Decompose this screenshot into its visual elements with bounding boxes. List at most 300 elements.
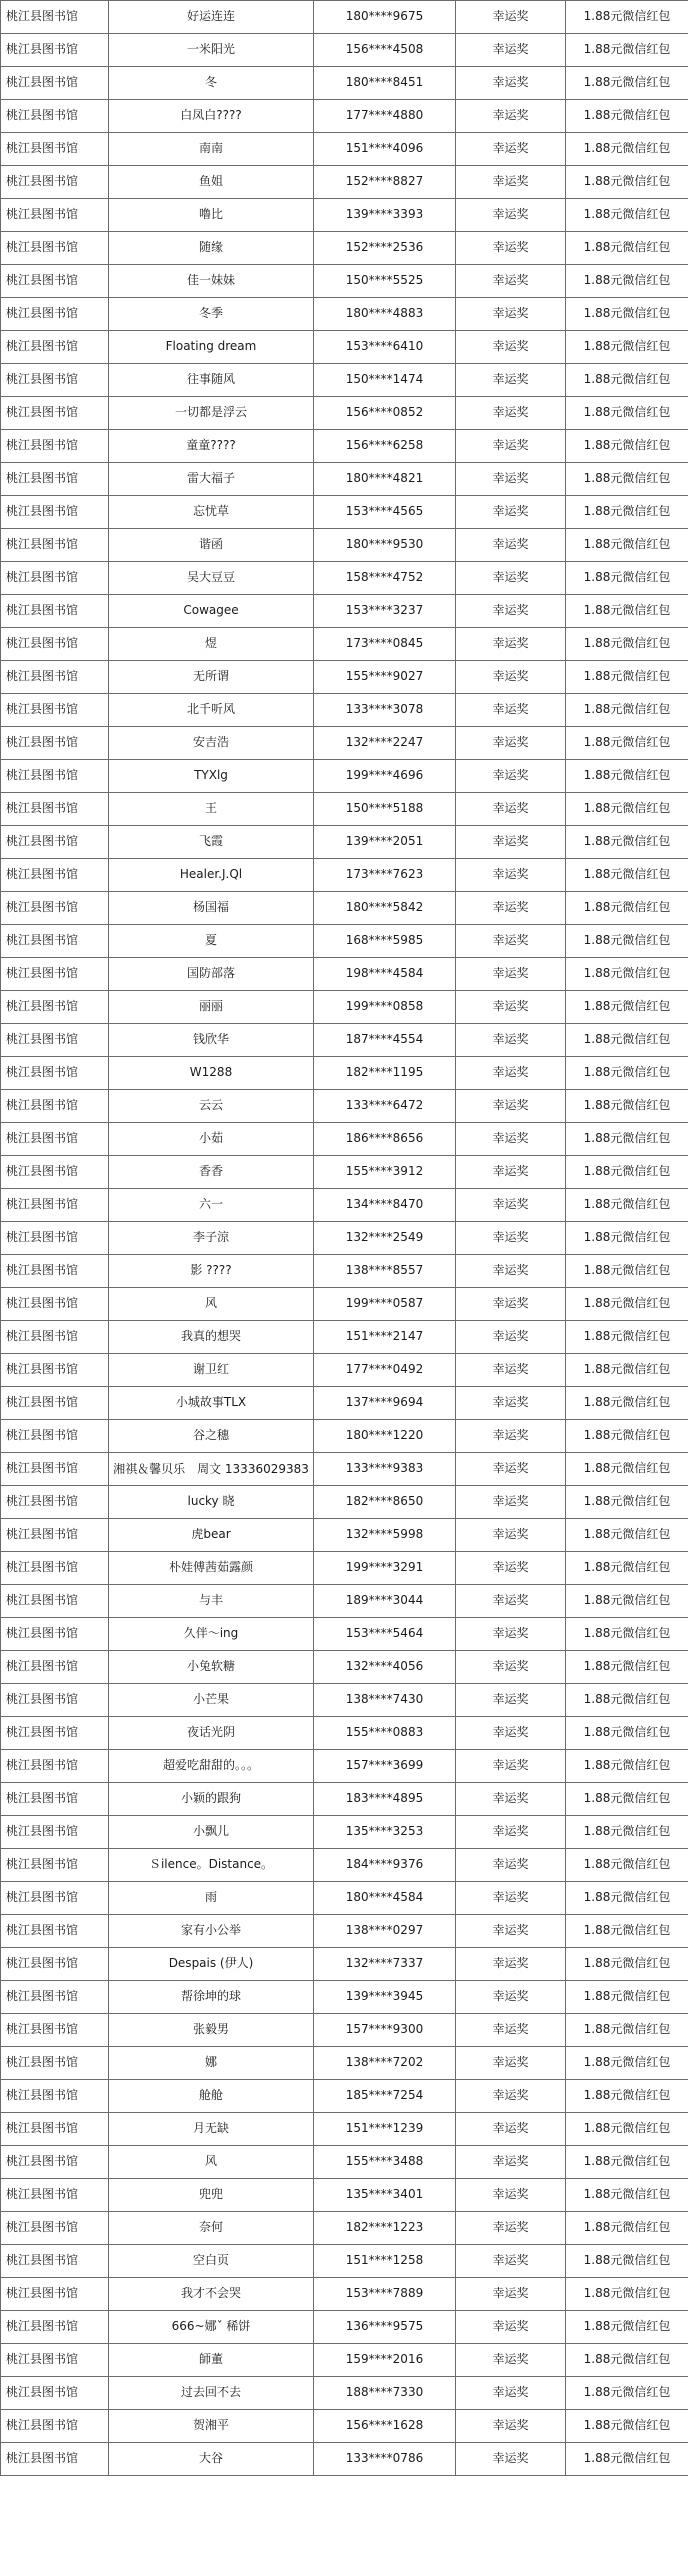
reward-cell: 1.88元微信红包 bbox=[566, 793, 688, 826]
library-cell: 桃江县图书馆 bbox=[1, 265, 109, 298]
prize-cell: 幸运奖 bbox=[456, 1123, 566, 1156]
nickname-cell: 家有小公举 bbox=[109, 1915, 314, 1948]
phone-cell: 151****4096 bbox=[314, 133, 456, 166]
phone-cell: 180****9675 bbox=[314, 1, 456, 34]
nickname-cell: 小飘儿 bbox=[109, 1816, 314, 1849]
prize-cell: 幸运奖 bbox=[456, 2344, 566, 2377]
prize-cell: 幸运奖 bbox=[456, 760, 566, 793]
library-cell: 桃江县图书馆 bbox=[1, 859, 109, 892]
reward-cell: 1.88元微信红包 bbox=[566, 1090, 688, 1123]
library-cell: 桃江县图书馆 bbox=[1, 166, 109, 199]
phone-cell: 153****5464 bbox=[314, 1618, 456, 1651]
reward-cell: 1.88元微信红包 bbox=[566, 2344, 688, 2377]
prize-cell: 幸运奖 bbox=[456, 1717, 566, 1750]
phone-cell: 187****4554 bbox=[314, 1024, 456, 1057]
reward-cell: 1.88元微信红包 bbox=[566, 34, 688, 67]
phone-cell: 134****8470 bbox=[314, 1189, 456, 1222]
library-cell: 桃江县图书馆 bbox=[1, 1849, 109, 1882]
table-row bbox=[1, 2311, 688, 2344]
prize-cell: 幸运奖 bbox=[456, 364, 566, 397]
prize-cell: 幸运奖 bbox=[456, 1981, 566, 2014]
phone-cell: 182****1195 bbox=[314, 1057, 456, 1090]
reward-cell: 1.88元微信红包 bbox=[566, 1420, 688, 1453]
table-row bbox=[1, 1849, 688, 1882]
nickname-cell: 夜话光阴 bbox=[109, 1717, 314, 1750]
reward-cell: 1.88元微信红包 bbox=[566, 1981, 688, 2014]
reward-cell: 1.88元微信红包 bbox=[566, 958, 688, 991]
table-row bbox=[1, 793, 688, 826]
table-row bbox=[1, 529, 688, 562]
phone-cell: 182****1223 bbox=[314, 2212, 456, 2245]
prize-cell: 幸运奖 bbox=[456, 892, 566, 925]
library-cell: 桃江县图书馆 bbox=[1, 496, 109, 529]
nickname-cell: TYXlg bbox=[109, 760, 314, 793]
phone-cell: 135****3253 bbox=[314, 1816, 456, 1849]
reward-cell: 1.88元微信红包 bbox=[566, 1, 688, 34]
reward-cell: 1.88元微信红包 bbox=[566, 2311, 688, 2344]
prize-cell: 幸运奖 bbox=[456, 1783, 566, 1816]
nickname-cell: 月无缺 bbox=[109, 2113, 314, 2146]
reward-cell: 1.88元微信红包 bbox=[566, 2113, 688, 2146]
nickname-cell: 小芒果 bbox=[109, 1684, 314, 1717]
phone-cell: 133****9383 bbox=[314, 1453, 456, 1486]
reward-cell: 1.88元微信红包 bbox=[566, 67, 688, 100]
library-cell: 桃江县图书馆 bbox=[1, 397, 109, 430]
table-row bbox=[1, 331, 688, 364]
nickname-cell: 小颖的跟狗 bbox=[109, 1783, 314, 1816]
prize-cell: 幸运奖 bbox=[456, 1849, 566, 1882]
library-cell: 桃江县图书馆 bbox=[1, 1783, 109, 1816]
library-cell: 桃江县图书馆 bbox=[1, 892, 109, 925]
library-cell: 桃江县图书馆 bbox=[1, 991, 109, 1024]
table-row bbox=[1, 694, 688, 727]
phone-cell: 133****0786 bbox=[314, 2443, 456, 2476]
nickname-cell: Cowagee bbox=[109, 595, 314, 628]
reward-cell: 1.88元微信红包 bbox=[566, 1816, 688, 1849]
table-row bbox=[1, 2113, 688, 2146]
phone-cell: 156****0852 bbox=[314, 397, 456, 430]
nickname-cell: 丽丽 bbox=[109, 991, 314, 1024]
reward-cell: 1.88元微信红包 bbox=[566, 661, 688, 694]
library-cell: 桃江县图书馆 bbox=[1, 1486, 109, 1519]
reward-cell: 1.88元微信红包 bbox=[566, 463, 688, 496]
phone-cell: 159****2016 bbox=[314, 2344, 456, 2377]
reward-cell: 1.88元微信红包 bbox=[566, 2245, 688, 2278]
reward-cell: 1.88元微信红包 bbox=[566, 529, 688, 562]
phone-cell: 155****3488 bbox=[314, 2146, 456, 2179]
reward-cell: 1.88元微信红包 bbox=[566, 1354, 688, 1387]
library-cell: 桃江县图书馆 bbox=[1, 562, 109, 595]
reward-cell: 1.88元微信红包 bbox=[566, 892, 688, 925]
library-cell: 桃江县图书馆 bbox=[1, 2410, 109, 2443]
table-row bbox=[1, 1255, 688, 1288]
phone-cell: 150****1474 bbox=[314, 364, 456, 397]
nickname-cell: 过去回不去 bbox=[109, 2377, 314, 2410]
phone-cell: 152****8827 bbox=[314, 166, 456, 199]
prize-cell: 幸运奖 bbox=[456, 1321, 566, 1354]
prize-cell: 幸运奖 bbox=[456, 1420, 566, 1453]
prize-cell: 幸运奖 bbox=[456, 661, 566, 694]
nickname-cell: 与丰 bbox=[109, 1585, 314, 1618]
library-cell: 桃江县图书馆 bbox=[1, 2179, 109, 2212]
phone-cell: 132****7337 bbox=[314, 1948, 456, 1981]
library-cell: 桃江县图书馆 bbox=[1, 1882, 109, 1915]
nickname-cell: Healer.J.Ql bbox=[109, 859, 314, 892]
reward-cell: 1.88元微信红包 bbox=[566, 859, 688, 892]
table-row bbox=[1, 2245, 688, 2278]
prize-cell: 幸运奖 bbox=[456, 1156, 566, 1189]
phone-cell: 180****8451 bbox=[314, 67, 456, 100]
reward-cell: 1.88元微信红包 bbox=[566, 265, 688, 298]
phone-cell: 135****3401 bbox=[314, 2179, 456, 2212]
nickname-cell: 王 bbox=[109, 793, 314, 826]
reward-cell: 1.88元微信红包 bbox=[566, 595, 688, 628]
reward-cell: 1.88元微信红包 bbox=[566, 397, 688, 430]
table-row bbox=[1, 1222, 688, 1255]
table-row bbox=[1, 1882, 688, 1915]
reward-cell: 1.88元微信红包 bbox=[566, 1255, 688, 1288]
prize-cell: 幸运奖 bbox=[456, 430, 566, 463]
nickname-cell: Ｓilence。Distance。 bbox=[109, 1849, 314, 1882]
prize-cell: 幸运奖 bbox=[456, 1915, 566, 1948]
reward-cell: 1.88元微信红包 bbox=[566, 1321, 688, 1354]
table-row bbox=[1, 1552, 688, 1585]
prize-cell: 幸运奖 bbox=[456, 1651, 566, 1684]
table-row bbox=[1, 265, 688, 298]
phone-cell: 186****8656 bbox=[314, 1123, 456, 1156]
prize-cell: 幸运奖 bbox=[456, 925, 566, 958]
prize-cell: 幸运奖 bbox=[456, 1882, 566, 1915]
phone-cell: 150****5525 bbox=[314, 265, 456, 298]
reward-cell: 1.88元微信红包 bbox=[566, 628, 688, 661]
prize-cell: 幸运奖 bbox=[456, 166, 566, 199]
nickname-cell: 钱欣华 bbox=[109, 1024, 314, 1057]
table-row bbox=[1, 397, 688, 430]
prize-cell: 幸运奖 bbox=[456, 1057, 566, 1090]
phone-cell: 199****4696 bbox=[314, 760, 456, 793]
table-row bbox=[1, 2278, 688, 2311]
nickname-cell: 北千听风 bbox=[109, 694, 314, 727]
nickname-cell: 雨 bbox=[109, 1882, 314, 1915]
prize-cell: 幸运奖 bbox=[456, 1090, 566, 1123]
prize-cell: 幸运奖 bbox=[456, 628, 566, 661]
library-cell: 桃江县图书馆 bbox=[1, 331, 109, 364]
library-cell: 桃江县图书馆 bbox=[1, 1717, 109, 1750]
nickname-cell: 雷大福子 bbox=[109, 463, 314, 496]
nickname-cell: 一切都是浮云 bbox=[109, 397, 314, 430]
phone-cell: 180****4584 bbox=[314, 1882, 456, 1915]
library-cell: 桃江县图书馆 bbox=[1, 826, 109, 859]
prize-cell: 幸运奖 bbox=[456, 2179, 566, 2212]
table-row bbox=[1, 1981, 688, 2014]
table-row bbox=[1, 1948, 688, 1981]
library-cell: 桃江县图书馆 bbox=[1, 2377, 109, 2410]
phone-cell: 151****1239 bbox=[314, 2113, 456, 2146]
table-row bbox=[1, 1024, 688, 1057]
phone-cell: 153****6410 bbox=[314, 331, 456, 364]
library-cell: 桃江县图书馆 bbox=[1, 1354, 109, 1387]
table-row bbox=[1, 1090, 688, 1123]
prize-cell: 幸运奖 bbox=[456, 2146, 566, 2179]
table-row bbox=[1, 34, 688, 67]
table-row bbox=[1, 2344, 688, 2377]
library-cell: 桃江县图书馆 bbox=[1, 1024, 109, 1057]
prize-cell: 幸运奖 bbox=[456, 232, 566, 265]
reward-cell: 1.88元微信红包 bbox=[566, 298, 688, 331]
reward-cell: 1.88元微信红包 bbox=[566, 133, 688, 166]
prize-cell: 幸运奖 bbox=[456, 991, 566, 1024]
table-row bbox=[1, 100, 688, 133]
phone-cell: 138****0297 bbox=[314, 1915, 456, 1948]
phone-cell: 157****3699 bbox=[314, 1750, 456, 1783]
phone-cell: 183****4895 bbox=[314, 1783, 456, 1816]
phone-cell: 138****8557 bbox=[314, 1255, 456, 1288]
table-row bbox=[1, 2179, 688, 2212]
prize-cell: 幸运奖 bbox=[456, 496, 566, 529]
table-row bbox=[1, 661, 688, 694]
reward-cell: 1.88元微信红包 bbox=[566, 2410, 688, 2443]
reward-cell: 1.88元微信红包 bbox=[566, 1123, 688, 1156]
prize-cell: 幸运奖 bbox=[456, 2047, 566, 2080]
reward-cell: 1.88元微信红包 bbox=[566, 1288, 688, 1321]
library-cell: 桃江县图书馆 bbox=[1, 529, 109, 562]
nickname-cell: 湘祺＆馨贝乐 周文 13336029383 bbox=[109, 1453, 314, 1486]
phone-cell: 180****4821 bbox=[314, 463, 456, 496]
reward-cell: 1.88元微信红包 bbox=[566, 694, 688, 727]
library-cell: 桃江县图书馆 bbox=[1, 1585, 109, 1618]
prize-cell: 幸运奖 bbox=[456, 2278, 566, 2311]
library-cell: 桃江县图书馆 bbox=[1, 628, 109, 661]
reward-cell: 1.88元微信红包 bbox=[566, 826, 688, 859]
phone-cell: 155****9027 bbox=[314, 661, 456, 694]
phone-cell: 199****0587 bbox=[314, 1288, 456, 1321]
phone-cell: 182****8650 bbox=[314, 1486, 456, 1519]
reward-cell: 1.88元微信红包 bbox=[566, 1453, 688, 1486]
table-row bbox=[1, 1816, 688, 1849]
phone-cell: 198****4584 bbox=[314, 958, 456, 991]
library-cell: 桃江县图书馆 bbox=[1, 2113, 109, 2146]
table-row bbox=[1, 628, 688, 661]
phone-cell: 152****2536 bbox=[314, 232, 456, 265]
table-row bbox=[1, 1486, 688, 1519]
table-row bbox=[1, 1618, 688, 1651]
reward-cell: 1.88元微信红包 bbox=[566, 1189, 688, 1222]
nickname-cell: W1288 bbox=[109, 1057, 314, 1090]
reward-cell: 1.88元微信红包 bbox=[566, 2179, 688, 2212]
library-cell: 桃江县图书馆 bbox=[1, 1915, 109, 1948]
nickname-cell: Despais (伊人) bbox=[109, 1948, 314, 1981]
library-cell: 桃江县图书馆 bbox=[1, 1519, 109, 1552]
table-row bbox=[1, 1288, 688, 1321]
prize-cell: 幸运奖 bbox=[456, 793, 566, 826]
prize-cell: 幸运奖 bbox=[456, 2113, 566, 2146]
library-cell: 桃江县图书馆 bbox=[1, 1057, 109, 1090]
nickname-cell: 帮徐坤的球 bbox=[109, 1981, 314, 2014]
table-row bbox=[1, 826, 688, 859]
phone-cell: 173****7623 bbox=[314, 859, 456, 892]
table-row bbox=[1, 1, 688, 34]
nickname-cell: Floating dream bbox=[109, 331, 314, 364]
library-cell: 桃江县图书馆 bbox=[1, 958, 109, 991]
library-cell: 桃江县图书馆 bbox=[1, 727, 109, 760]
nickname-cell: 舱舱 bbox=[109, 2080, 314, 2113]
nickname-cell: 无所谓 bbox=[109, 661, 314, 694]
prize-cell: 幸运奖 bbox=[456, 1189, 566, 1222]
phone-cell: 168****5985 bbox=[314, 925, 456, 958]
prize-cell: 幸运奖 bbox=[456, 1948, 566, 1981]
nickname-cell: 张毅男 bbox=[109, 2014, 314, 2047]
nickname-cell: 吴大豆豆 bbox=[109, 562, 314, 595]
library-cell: 桃江县图书馆 bbox=[1, 364, 109, 397]
prize-cell: 幸运奖 bbox=[456, 529, 566, 562]
table-row bbox=[1, 1354, 688, 1387]
table-row bbox=[1, 1321, 688, 1354]
phone-cell: 137****9694 bbox=[314, 1387, 456, 1420]
library-cell: 桃江县图书馆 bbox=[1, 1453, 109, 1486]
reward-cell: 1.88元微信红包 bbox=[566, 760, 688, 793]
prize-cell: 幸运奖 bbox=[456, 1519, 566, 1552]
table-row bbox=[1, 2080, 688, 2113]
table-row bbox=[1, 1519, 688, 1552]
phone-cell: 177****4880 bbox=[314, 100, 456, 133]
nickname-cell: 好运连连 bbox=[109, 1, 314, 34]
nickname-cell: 小城故事TLX bbox=[109, 1387, 314, 1420]
library-cell: 桃江县图书馆 bbox=[1, 430, 109, 463]
library-cell: 桃江县图书馆 bbox=[1, 2344, 109, 2377]
prize-cell: 幸运奖 bbox=[456, 595, 566, 628]
nickname-cell: 噜比 bbox=[109, 199, 314, 232]
nickname-cell: 杨国福 bbox=[109, 892, 314, 925]
nickname-cell: 鱼姐 bbox=[109, 166, 314, 199]
phone-cell: 156****4508 bbox=[314, 34, 456, 67]
table-row bbox=[1, 1783, 688, 1816]
reward-cell: 1.88元微信红包 bbox=[566, 331, 688, 364]
library-cell: 桃江县图书馆 bbox=[1, 2212, 109, 2245]
reward-cell: 1.88元微信红包 bbox=[566, 1717, 688, 1750]
nickname-cell: 谢卫红 bbox=[109, 1354, 314, 1387]
library-cell: 桃江县图书馆 bbox=[1, 1420, 109, 1453]
library-cell: 桃江县图书馆 bbox=[1, 463, 109, 496]
nickname-cell: 飞霞 bbox=[109, 826, 314, 859]
prize-cell: 幸运奖 bbox=[456, 2014, 566, 2047]
prize-cell: 幸运奖 bbox=[456, 1486, 566, 1519]
phone-cell: 151****2147 bbox=[314, 1321, 456, 1354]
nickname-cell: 大谷 bbox=[109, 2443, 314, 2476]
nickname-cell: 我才不会哭 bbox=[109, 2278, 314, 2311]
prize-cell: 幸运奖 bbox=[456, 1255, 566, 1288]
library-cell: 桃江县图书馆 bbox=[1, 2443, 109, 2476]
phone-cell: 153****7889 bbox=[314, 2278, 456, 2311]
table-row bbox=[1, 727, 688, 760]
nickname-cell: 往事随风 bbox=[109, 364, 314, 397]
reward-cell: 1.88元微信红包 bbox=[566, 199, 688, 232]
nickname-cell: 南南 bbox=[109, 133, 314, 166]
library-cell: 桃江县图书馆 bbox=[1, 661, 109, 694]
phone-cell: 189****3044 bbox=[314, 1585, 456, 1618]
nickname-cell: 风 bbox=[109, 1288, 314, 1321]
prize-cell: 幸运奖 bbox=[456, 958, 566, 991]
nickname-cell: 六一 bbox=[109, 1189, 314, 1222]
table-row bbox=[1, 1057, 688, 1090]
reward-cell: 1.88元微信红包 bbox=[566, 2047, 688, 2080]
table-row bbox=[1, 133, 688, 166]
phone-cell: 139****3945 bbox=[314, 1981, 456, 2014]
nickname-cell: 谷之穗 bbox=[109, 1420, 314, 1453]
library-cell: 桃江县图书馆 bbox=[1, 1, 109, 34]
table-row bbox=[1, 958, 688, 991]
phone-cell: 177****0492 bbox=[314, 1354, 456, 1387]
phone-cell: 133****6472 bbox=[314, 1090, 456, 1123]
phone-cell: 180****1220 bbox=[314, 1420, 456, 1453]
library-cell: 桃江县图书馆 bbox=[1, 925, 109, 958]
prize-cell: 幸运奖 bbox=[456, 199, 566, 232]
library-cell: 桃江县图书馆 bbox=[1, 1321, 109, 1354]
library-cell: 桃江县图书馆 bbox=[1, 199, 109, 232]
phone-cell: 132****4056 bbox=[314, 1651, 456, 1684]
phone-cell: 153****4565 bbox=[314, 496, 456, 529]
prize-cell: 幸运奖 bbox=[456, 2443, 566, 2476]
reward-cell: 1.88元微信红包 bbox=[566, 1519, 688, 1552]
table-row bbox=[1, 1651, 688, 1684]
prize-cell: 幸运奖 bbox=[456, 1453, 566, 1486]
library-cell: 桃江县图书馆 bbox=[1, 1288, 109, 1321]
library-cell: 桃江县图书馆 bbox=[1, 100, 109, 133]
table-row bbox=[1, 892, 688, 925]
prize-cell: 幸运奖 bbox=[456, 1750, 566, 1783]
nickname-cell: 忘忧草 bbox=[109, 496, 314, 529]
reward-cell: 1.88元微信红包 bbox=[566, 1783, 688, 1816]
phone-cell: 138****7202 bbox=[314, 2047, 456, 2080]
nickname-cell: 佳一妹妹 bbox=[109, 265, 314, 298]
reward-cell: 1.88元微信红包 bbox=[566, 2080, 688, 2113]
reward-cell: 1.88元微信红包 bbox=[566, 1849, 688, 1882]
table-row bbox=[1, 562, 688, 595]
library-cell: 桃江县图书馆 bbox=[1, 1255, 109, 1288]
library-cell: 桃江县图书馆 bbox=[1, 232, 109, 265]
table-row bbox=[1, 1420, 688, 1453]
nickname-cell: 娜 bbox=[109, 2047, 314, 2080]
library-cell: 桃江县图书馆 bbox=[1, 694, 109, 727]
reward-cell: 1.88元微信红包 bbox=[566, 1024, 688, 1057]
winners-table-body bbox=[1, 1, 688, 2476]
nickname-cell: 童童???? bbox=[109, 430, 314, 463]
nickname-cell: 香香 bbox=[109, 1156, 314, 1189]
nickname-cell: 安吉浩 bbox=[109, 727, 314, 760]
library-cell: 桃江县图书馆 bbox=[1, 1816, 109, 1849]
phone-cell: 155****0883 bbox=[314, 1717, 456, 1750]
nickname-cell: 风 bbox=[109, 2146, 314, 2179]
table-row bbox=[1, 463, 688, 496]
prize-cell: 幸运奖 bbox=[456, 1, 566, 34]
phone-cell: 136****9575 bbox=[314, 2311, 456, 2344]
nickname-cell: 小茹 bbox=[109, 1123, 314, 1156]
prize-cell: 幸运奖 bbox=[456, 298, 566, 331]
table-row bbox=[1, 925, 688, 958]
reward-cell: 1.88元微信红包 bbox=[566, 1948, 688, 1981]
nickname-cell: 冬季 bbox=[109, 298, 314, 331]
table-row bbox=[1, 1585, 688, 1618]
prize-cell: 幸运奖 bbox=[456, 2080, 566, 2113]
nickname-cell: 666~娜ˇ 稀饼 bbox=[109, 2311, 314, 2344]
library-cell: 桃江县图书馆 bbox=[1, 1618, 109, 1651]
phone-cell: 151****1258 bbox=[314, 2245, 456, 2278]
phone-cell: 199****0858 bbox=[314, 991, 456, 1024]
prize-cell: 幸运奖 bbox=[456, 331, 566, 364]
table-row bbox=[1, 1123, 688, 1156]
nickname-cell: 一米阳光 bbox=[109, 34, 314, 67]
table-row bbox=[1, 1156, 688, 1189]
table-row bbox=[1, 430, 688, 463]
